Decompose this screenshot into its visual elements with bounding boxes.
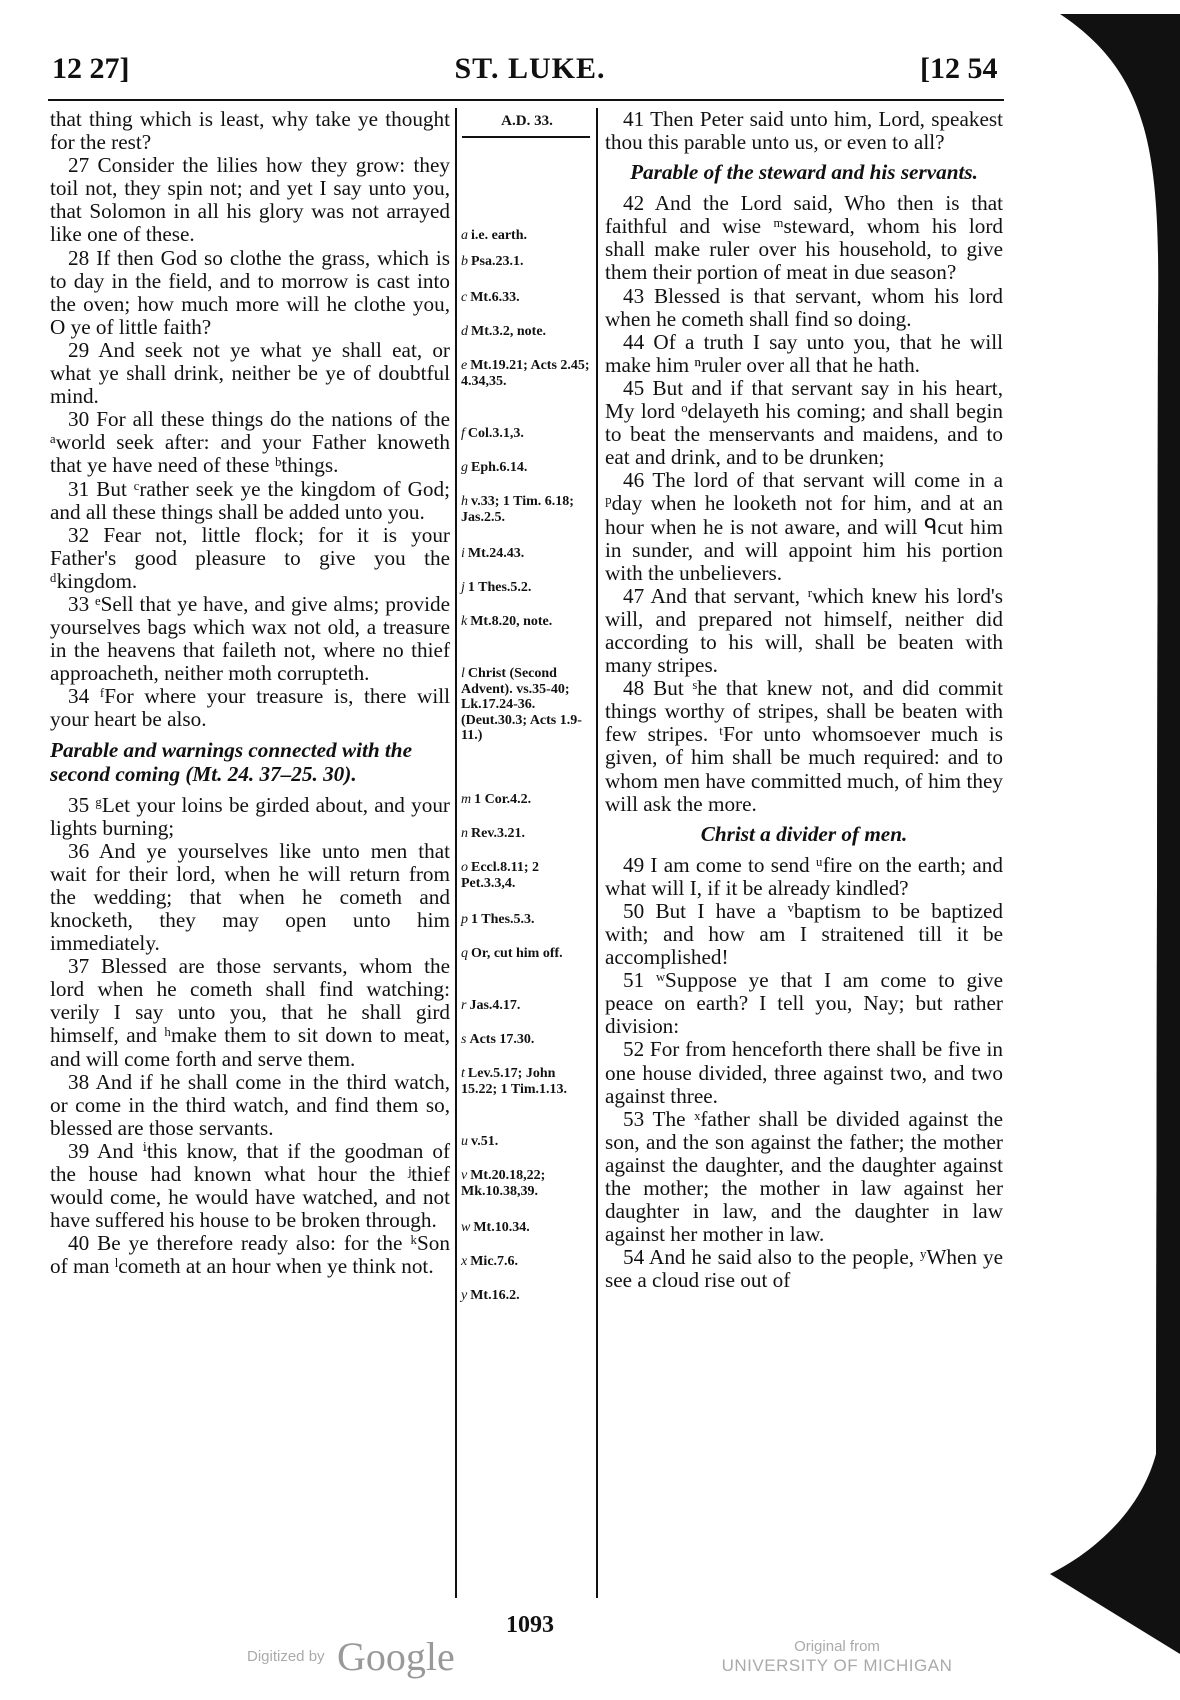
verse-paragraph: 40 Be ye therefore ready also: for the ᵏSon of man ˡcometh at an hour when ye think not. (50, 1231, 450, 1279)
cross-reference-note (461, 1220, 593, 1236)
reference-letter: b (461, 254, 468, 269)
era-label: A.D. 33. (501, 113, 553, 129)
reference-letter: f (461, 426, 465, 441)
reference-text: Eccl.8.11; 2 Pet.3.3,4. (461, 860, 540, 891)
reference-letter: e (461, 358, 468, 373)
page-number: 1093 (506, 1612, 554, 1638)
cross-reference-note (461, 580, 593, 596)
cross-reference-note (461, 860, 593, 891)
reference-text: 1 Cor.4.2. (474, 792, 532, 807)
verse-paragraph: 49 I am come to send ᵘfire on the earth; and what will I, if it be already kindled? (605, 852, 1003, 900)
left-text-column (50, 108, 450, 1279)
reference-text: Mt.10.34. (473, 1220, 530, 1235)
cross-reference-note (461, 1254, 593, 1270)
cross-reference-note (461, 254, 593, 270)
reference-letter: h (461, 494, 468, 509)
reference-text: Mt.8.20, note. (470, 614, 553, 629)
verse-paragraph: 30 For all these things do the nations of the ᵃworld seek after: and your Father knoweth that ye have need of these ᵇthings. (50, 407, 450, 478)
reference-text: v.51. (471, 1134, 499, 1149)
cross-reference-note (461, 946, 593, 962)
reference-letter: x (461, 1254, 468, 1269)
reference-text: Psa.23.1. (471, 254, 524, 269)
verse-paragraph: 44 Of a truth I say unto you, that he will make him ⁿruler over all that he hath. (605, 329, 1003, 377)
verse-paragraph: 37 Blessed are those servants, whom the lord when he cometh shall find watching: verily I say unto you, that he shall gird himself, and ʰmake them to sit down to meat, and will come forth and serve them. (50, 954, 450, 1071)
reference-text: Mt.20.18,22; Mk.10.38,39. (461, 1168, 546, 1199)
reference-letter: a (461, 228, 468, 243)
cross-reference-note (461, 546, 593, 562)
reference-text: Mt.6.33. (470, 290, 520, 305)
reference-text: Mic.7.6. (470, 1254, 519, 1269)
reference-letter: s (461, 1032, 467, 1047)
verse-paragraph: 28 If then God so clothe the grass, which is to day in the field, and to morrow is cast into the oven; how much more will he clothe you, O ye of little faith? (50, 245, 450, 339)
cross-reference-note (461, 666, 593, 744)
verse-paragraph: that thing which is least, why take ye thought for the rest? (50, 107, 450, 155)
reference-letter: d (461, 324, 468, 339)
verse-paragraph: 43 Blessed is that servant, whom his lord when he cometh shall find so doing. (605, 283, 1003, 331)
reference-text: Jas.4.17. (469, 998, 521, 1013)
verse-paragraph: 52 For from henceforth there shall be five in one house divided, three against two, and two against three. (605, 1037, 1003, 1108)
reference-letter: o (461, 860, 468, 875)
reference-letter: v (461, 1168, 468, 1183)
reference-text: Mt.3.2, note. (471, 324, 547, 339)
reference-letter: g (461, 460, 468, 475)
verse-paragraph: 42 And the Lord said, Who then is that faithful and wise ᵐsteward, whom his lord shall make ruler over his household, to give them their portion of meat in due season? (605, 191, 1003, 285)
section-heading: Parable and warnings connected with the second coming (Mt. 24. 37–25. 30). (50, 737, 412, 786)
era-rule (462, 136, 590, 138)
verse-paragraph: 51 ʷSuppose ye that I am come to give peace on earth? I tell you, Nay; but rather division: (605, 968, 1003, 1039)
verse-paragraph: 27 Consider the lilies how they grow: they toil not, they spin not; and yet I say unto you, that Solomon in all his glory was not arrayed like one of these. (50, 153, 450, 247)
column-divider-right (596, 108, 598, 1598)
reference-letter: n (461, 826, 468, 841)
cross-reference-note (461, 324, 593, 340)
cross-reference-note (461, 1066, 593, 1097)
verse-paragraph: 38 And if he shall come in the third watch, or come in the third watch, and find them so, blessed are those servants. (50, 1069, 450, 1140)
verse-paragraph: 29 And seek not ye what ye shall eat, or what ye shall drink, neither be ye of doubtful mind. (50, 337, 450, 409)
reference-text: Eph.6.14. (471, 460, 528, 475)
cross-reference-note (461, 998, 593, 1014)
digitized-by-label: Digitized by (247, 1648, 325, 1665)
verse-paragraph: 53 The ˣfather shall be divided against the son, and the son against the father; the mother against the daughter, and the daughter against the mother; the mother in law against her daughter in law, and the daughter in law against her mother in law. (605, 1106, 1003, 1247)
right-text-column (605, 108, 1003, 1293)
verse-paragraph: 33 ᵉSell that ye have, and give alms; provide yourselves bags which wax not old, a treasure in the heavens that faileth not, where no thief approacheth, neither moth corrupteth. (50, 591, 450, 686)
reference-letter: q (461, 946, 468, 961)
verse-paragraph: 54 And he said also to the people, ʸWhen ye see a cloud rise out of (605, 1245, 1003, 1293)
cross-reference-note (461, 358, 593, 389)
chapter-verse-end: [12 54 (920, 52, 998, 85)
section-heading: Christ a divider of men. (700, 821, 908, 846)
reference-text: Lev.5.17; John 15.22; 1 Tim.1.13. (461, 1066, 568, 1097)
reference-text: Rev.3.21. (471, 826, 526, 841)
reference-text: Mt.24.43. (467, 546, 525, 561)
verse-paragraph: 39 And ⁱthis know, that if the goodman of the house had known what hour the ʲthief would come, he would have watched, and not have suffered his house to be broken through. (50, 1138, 450, 1233)
reference-text: i.e. earth. (471, 228, 527, 243)
cross-reference-note (461, 1134, 593, 1150)
cross-reference-note (461, 614, 593, 630)
cross-reference-note (461, 1288, 593, 1304)
reference-letter: w (461, 1220, 471, 1235)
google-wordmark: Google (337, 1634, 455, 1679)
verse-paragraph: 45 But and if that servant say in his heart, My lord ᵒdelayeth his coming; and shall begin to beat the menservants and maidens, and to eat and drink, and to be drunken; (605, 375, 1003, 470)
reference-letter: t (461, 1066, 465, 1081)
section-heading: Parable of the steward and his servants. (630, 160, 978, 185)
cross-reference-note (461, 792, 593, 808)
cross-reference-note (461, 290, 593, 306)
reference-letter: j (461, 580, 465, 595)
reference-letter: u (461, 1134, 468, 1149)
reference-letter: m (461, 792, 472, 807)
column-divider-left (455, 108, 457, 1598)
verse-paragraph: 32 Fear not, little flock; for it is your Father's good pleasure to give you the ᵈkingdom. (50, 522, 450, 593)
cross-reference-note (461, 460, 593, 476)
reference-letter: r (461, 998, 467, 1013)
university-label: UNIVERSITY OF MICHIGAN (721, 1656, 953, 1675)
book-title: ST. LUKE. (454, 52, 606, 85)
verse-paragraph: 50 But I have a ᵛbaptism to be baptized with; and how am I straitened till it be accomplished! (605, 898, 1003, 970)
reference-text: Christ (Second Advent). vs.35-40; Lk.17.24-36. (Deut.30.3; Acts 1.9-11.) (461, 666, 582, 743)
reference-text: Or, cut him off. (471, 946, 563, 961)
cross-reference-note (461, 826, 593, 842)
cross-reference-note (461, 1168, 593, 1199)
reference-letter: c (461, 290, 468, 305)
verse-paragraph: 36 And ye yourselves like unto men that wait for their lord, when he will return from the wedding; that when he cometh and knocketh, they may open unto him immediately. (50, 838, 450, 956)
chapter-verse-start: 12 27] (52, 52, 130, 85)
reference-text: Mt.19.21; Acts 2.45; 4.34,35. (461, 358, 590, 389)
original-from-label: Original from (794, 1638, 880, 1655)
reference-text: Acts 17.30. (469, 1032, 535, 1047)
reference-letter: i (461, 546, 465, 561)
cross-reference-note (461, 494, 593, 525)
cross-reference-note (461, 228, 593, 244)
reference-letter: y (461, 1288, 468, 1303)
verse-paragraph: 47 And that servant, ʳwhich knew his lord's will, and prepared not himself, neither did according to his will, shall be beaten with many stripes. (605, 583, 1003, 678)
cross-reference-note (461, 426, 593, 442)
reference-text: Col.3.1,3. (467, 426, 524, 441)
verse-paragraph: 35 ᵍLet your loins be girded about, and your lights burning; (50, 792, 450, 840)
reference-letter: p (461, 912, 468, 927)
header-rule (48, 99, 1004, 101)
cross-reference-note (461, 912, 593, 928)
verse-paragraph: 41 Then Peter said unto him, Lord, speakest thou this parable unto us, or even to all? (605, 107, 1003, 155)
verse-paragraph: 46 The lord of that servant will come in a ᵖday when he looketh not for him, and at an hour when he is not aware, and will ᑫcut him in sunder, and will appoint him his portion with the unbelievers. (605, 468, 1003, 585)
verse-paragraph: 31 But ᶜrather seek ye the kingdom of God; and all these things shall be added unto you. (50, 476, 450, 524)
reference-letter: k (461, 614, 468, 629)
reference-text: 1 Thes.5.2. (467, 580, 532, 595)
reference-text: v.33; 1 Tim. 6.18; Jas.2.5. (461, 494, 574, 525)
reference-text: Mt.16.2. (470, 1288, 520, 1303)
cross-reference-note (461, 1032, 593, 1048)
verse-paragraph: 48 But ˢhe that knew not, and did commit things worthy of stripes, shall be beaten with few stripes. ᵗFor unto whomsoever much is given, of him shall be much required: and to whom men have committed much, of him they will ask the more. (605, 676, 1003, 816)
page-edge-shadow (1030, 14, 1180, 1654)
reference-text: 1 Thes.5.3. (471, 912, 535, 927)
reference-letter: l (461, 666, 465, 681)
verse-paragraph: 34 ᶠFor where your treasure is, there will your heart be also. (50, 684, 450, 732)
